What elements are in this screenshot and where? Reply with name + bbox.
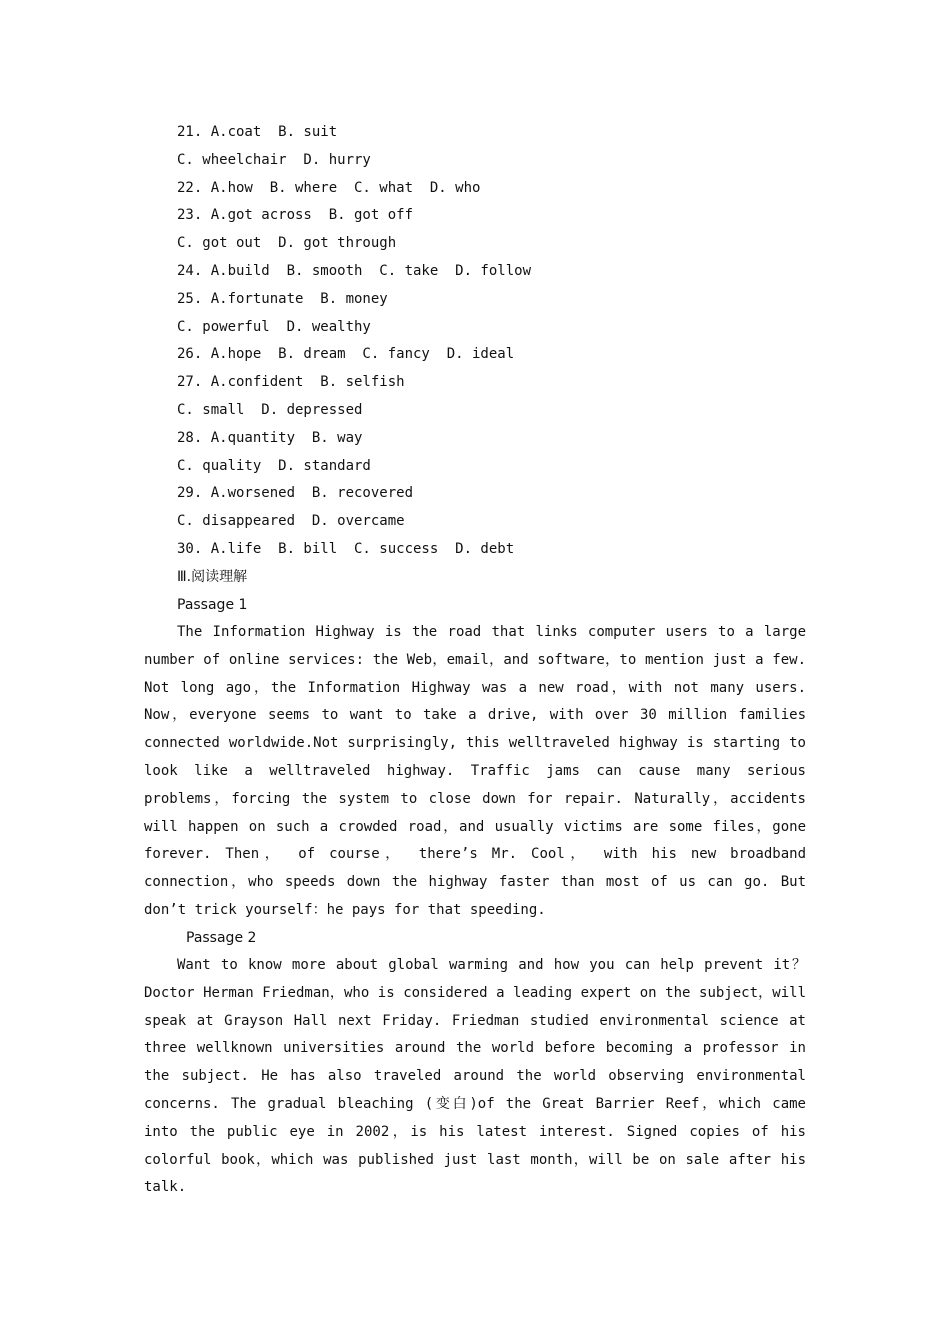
answer-options-list: [177, 119, 531, 564]
option-line-27: 27. A.confident B. selfish: [177, 374, 405, 391]
option-line-23-cd: C. got out D. got through: [177, 235, 397, 252]
passage-2-title: Passage 2: [186, 930, 257, 946]
section-heading: Ⅲ.阅读理解: [177, 569, 248, 585]
option-line-27-cd: C. small D. depressed: [177, 401, 363, 418]
option-line-23: 23. A.got across B. got off: [177, 207, 414, 224]
option-line-25: 25. A.fortunate B. money: [177, 290, 388, 307]
option-line-21: 21. A.coat B. suit: [177, 124, 338, 140]
option-line-29: 29. A.worsened B. recovered: [177, 485, 414, 502]
passage-1-title: Passage 1: [177, 597, 248, 613]
option-line-28-cd: C. quality D. standard: [177, 457, 371, 474]
option-line-26: 26. A.hope B. dream C. fancy D. ideal: [177, 346, 515, 363]
option-line-21-cd: C. wheelchair D. hurry: [177, 151, 371, 168]
option-line-24: 24. A.build B. smooth C. take D. follow: [177, 262, 532, 279]
option-line-22: 22. A.how B. where C. what D. who: [177, 179, 481, 196]
option-line-25-cd: C. powerful D. wealthy: [177, 318, 371, 335]
passage-2-text: Want to know more about global warming and how you can help prevent it？Doctor Herman Friedman，who is considered a leading expert on the subject，will speak at Grayson Hall next Friday. Friedman studied environmental science at three wellknown universities around the world before becoming a professor in the subject. He has also traveled around the world observing environmental concerns. The gradual bleaching (变白)of the Great Barrier Reef，which came into the public eye in 2002，is his latest interest. Signed copies of his colorful book，which was published just last month，will be on sale after his talk.: [144, 957, 806, 1196]
option-line-28: 28. A.quantity B. way: [177, 429, 363, 446]
passage-1-text: The Information Highway is the road that links computer users to a large number of online services: the Web，email，and software，to mention just a few. Not long ago，the Information Highway was a new road，with not many users. Now，everyone seems to want to take a drive, with over 30 million families connected worldwide.Not surprisingly, this welltraveled highway is starting to look like a welltraveled highway. Traffic jams can cause many serious problems，forcing the system to close down for repair. Naturally，accidents will happen on such a crowded road，and usually victims are some files，gone forever. Then， of course， there’s Mr. Cool， with his new broadband connection，who speeds down the highway faster than most of us can go. But don’t trick yourself：he pays for that speeding.: [144, 624, 806, 918]
option-line-29-cd: C. disappeared D. overcame: [177, 513, 405, 530]
option-line-30: 30. A.life B. bill C. success D. debt: [177, 540, 515, 557]
